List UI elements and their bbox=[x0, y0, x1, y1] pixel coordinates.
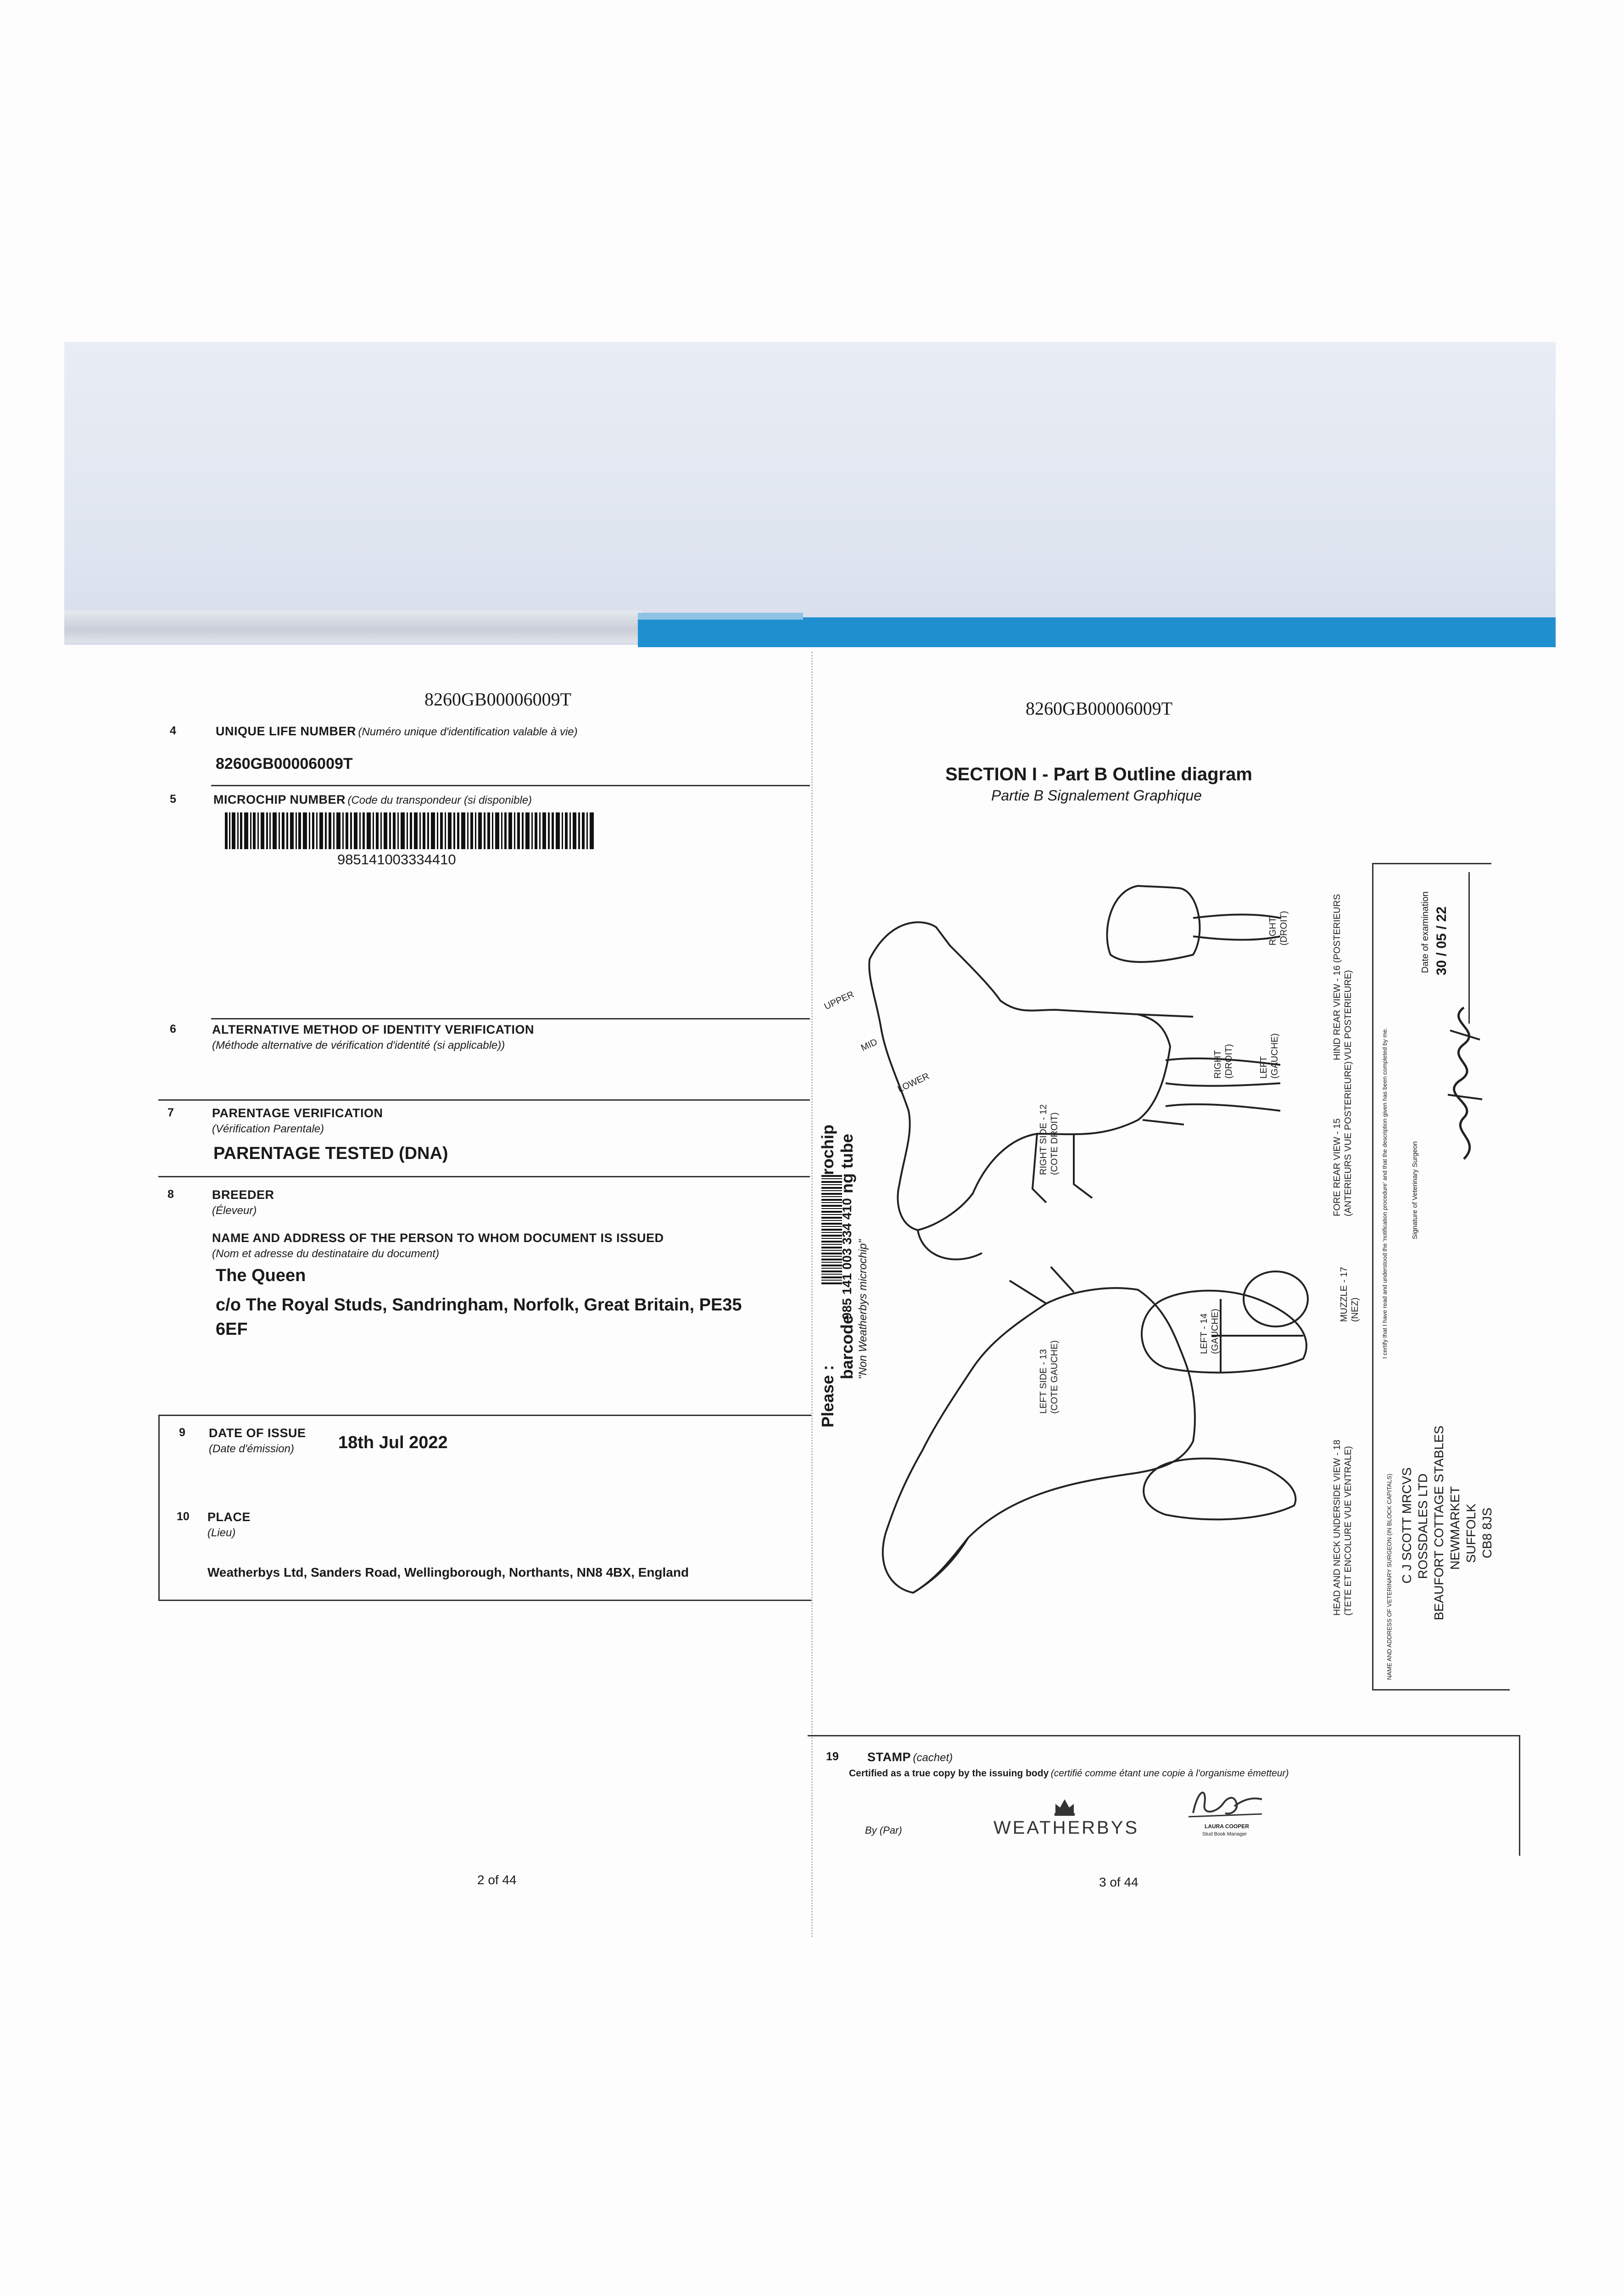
sticker-number: 985 141 003 334 410 bbox=[840, 1198, 854, 1320]
parentage-value: PARENTAGE TESTED (DNA) bbox=[213, 1144, 448, 1163]
vet-box-bottom bbox=[1372, 1689, 1510, 1690]
stamp-label-row bbox=[867, 1750, 953, 1764]
recipient-label-fr: (Nom et adresse du destinataire du document) bbox=[212, 1248, 439, 1260]
diagram-label-left14: LEFT - 14 bbox=[1199, 1313, 1209, 1354]
issue-date-label: DATE OF ISSUE bbox=[209, 1426, 306, 1440]
vet-address-line5: CB8 8JS bbox=[1480, 1507, 1494, 1558]
diagram-label-lower: LOWER bbox=[896, 1071, 931, 1095]
diagram-label-hind-rear: HIND REAR VIEW - 16 (POSTERIEURS bbox=[1332, 894, 1342, 1060]
field19-number: 19 bbox=[826, 1750, 839, 1763]
field7-rule bbox=[158, 1176, 810, 1177]
vet-address-line3: NEWMARKET bbox=[1448, 1486, 1462, 1570]
diagram-label-fore-rear-fr: (ANTERIEURS VUE POSTERIEURE) bbox=[1343, 1061, 1353, 1216]
horse-outline-diagram bbox=[817, 863, 1381, 1620]
issue-date-label-fr: (Date d'émission) bbox=[209, 1443, 294, 1455]
diagram-label-right-side-fr: (COTE DROIT) bbox=[1049, 1112, 1060, 1175]
field7-label: PARENTAGE VERIFICATION bbox=[212, 1106, 383, 1120]
issue-date-value: 18th Jul 2022 bbox=[338, 1433, 448, 1452]
vet-signature bbox=[1436, 1003, 1491, 1168]
field5-label: MICROCHIP NUMBER bbox=[213, 793, 346, 806]
recipient-address-line2: 6EF bbox=[216, 1320, 248, 1339]
right-header-id: 8260GB00006009T bbox=[1026, 698, 1172, 719]
issuer-signer-name: LAURA COOPER bbox=[1205, 1823, 1249, 1830]
field4-number: 4 bbox=[170, 724, 176, 737]
diagram-label-right-droit: RIGHT bbox=[1213, 1050, 1223, 1079]
field7-number: 7 bbox=[167, 1106, 174, 1119]
field9-number: 9 bbox=[179, 1426, 185, 1439]
diagram-label-right-top-fr: (DROIT) bbox=[1279, 911, 1289, 946]
right-page-number: 3 of 44 bbox=[1099, 1875, 1138, 1889]
field5-label-row bbox=[213, 793, 532, 807]
vet-date-box bbox=[1468, 872, 1470, 1024]
diagram-label-mid: MID bbox=[859, 1037, 879, 1053]
issuer-signer-role: Stud Book Manager bbox=[1202, 1831, 1247, 1837]
stamp-label-fr: (cachet) bbox=[913, 1752, 953, 1764]
field6-label: ALTERNATIVE METHOD OF IDENTITY VERIFICATION bbox=[212, 1023, 534, 1036]
sticker-text-please: Please : bbox=[818, 1365, 837, 1427]
field4-label-fr: (Numéro unique d'identification valable à vie) bbox=[358, 726, 578, 738]
vet-signature-label: Signature of Veterinary Surgeon bbox=[1411, 1141, 1419, 1239]
left-page-number: 2 of 44 bbox=[477, 1873, 517, 1887]
vet-name: C J SCOTT MRCVS bbox=[1400, 1467, 1414, 1584]
recipient-address-line1: c/o The Royal Studs, Sandringham, Norfolk, Great Britain, PE35 bbox=[216, 1295, 742, 1315]
diagram-label-left-gauche: LEFT bbox=[1259, 1056, 1269, 1079]
diagram-label-head-neck-fr: (TETE ET ENCOLURE VUE VENTRALE) bbox=[1343, 1446, 1353, 1616]
sticker-text-barcode: barcode bbox=[837, 1315, 856, 1379]
microchip-barcode bbox=[225, 812, 597, 849]
vet-name-label: NAME AND ADDRESS OF VETERINARY SURGEON (IN BLOCK CAPITALS) bbox=[1386, 1473, 1393, 1680]
weatherbys-crest-icon bbox=[1051, 1795, 1078, 1818]
recipient-name: The Queen bbox=[216, 1266, 306, 1285]
diagram-label-hind-rear-fr: VUE POSTERIEURE) bbox=[1343, 970, 1353, 1060]
sticker-note: "Non Weatherbys microchip" bbox=[857, 1239, 869, 1379]
diagram-label-left-gauche-fr: (GAUCHE) bbox=[1270, 1033, 1280, 1079]
field4-rule bbox=[211, 785, 810, 786]
place-label: PLACE bbox=[207, 1510, 251, 1524]
diagram-label-head-neck: HEAD AND NECK UNDERSIDE VIEW - 18 bbox=[1332, 1439, 1342, 1616]
diagram-label-left-side-fr: (COTE GAUCHE) bbox=[1049, 1340, 1060, 1414]
diagram-label-muzzle-fr: (NEZ) bbox=[1350, 1297, 1360, 1322]
certified-row bbox=[849, 1768, 1289, 1779]
breeder-label-fr: (Éleveur) bbox=[212, 1204, 257, 1217]
vet-address-line2: BEAUFORT COTTAGE STABLES bbox=[1432, 1425, 1446, 1620]
recipient-label: NAME AND ADDRESS OF THE PERSON TO WHOM DOCUMENT IS ISSUED bbox=[212, 1231, 664, 1245]
field8-number: 8 bbox=[167, 1188, 174, 1201]
left-header-id: 8260GB00006009T bbox=[424, 689, 571, 710]
field7-label-fr: (Vérification Parentale) bbox=[212, 1123, 324, 1135]
vet-address-line1: ROSSDALES LTD bbox=[1416, 1473, 1430, 1579]
vet-box-rule bbox=[1372, 863, 1373, 1689]
field10-number: 10 bbox=[177, 1510, 190, 1523]
scan-background-strip bbox=[64, 342, 1556, 645]
place-label-fr: (Lieu) bbox=[207, 1527, 236, 1539]
field4-label-row bbox=[216, 724, 578, 739]
field4-label: UNIQUE LIFE NUMBER bbox=[216, 724, 356, 738]
vet-box-top bbox=[1372, 863, 1491, 864]
stamp-label: STAMP bbox=[867, 1750, 911, 1764]
scan-grey-band bbox=[64, 610, 642, 643]
section-title: SECTION I - Part B Outline diagram bbox=[945, 764, 1252, 784]
diagram-label-right-side: RIGHT SIDE - 12 bbox=[1038, 1104, 1049, 1175]
issuer-signature bbox=[1184, 1781, 1267, 1822]
vet-certification-text: I certify that I have read and understood the 'notification procedure' and that the description given has been completed by me. bbox=[1381, 1027, 1388, 1359]
microchip-number: 985141003334410 bbox=[337, 851, 456, 868]
field6-number: 6 bbox=[170, 1023, 176, 1036]
diagram-label-muzzle: MUZZLE - 17 bbox=[1339, 1266, 1349, 1322]
diagram-label-right-droit-fr: (DROIT) bbox=[1224, 1044, 1234, 1079]
scan-blue-highlight bbox=[638, 613, 803, 620]
field5-rule bbox=[211, 1018, 810, 1019]
field4-value: 8260GB00006009T bbox=[216, 755, 353, 772]
certified-text: Certified as a true copy by the issuing body bbox=[849, 1768, 1049, 1779]
section-subtitle: Partie B Signalement Graphique bbox=[991, 787, 1202, 804]
field6-rule bbox=[158, 1099, 810, 1101]
exam-date-label: Date of examination bbox=[1420, 891, 1430, 973]
scan-blue-band bbox=[638, 617, 1556, 647]
vet-address-line4: SUFFOLK bbox=[1464, 1503, 1478, 1563]
certified-text-fr: (certifié comme étant une copie à l'organisme émetteur) bbox=[1050, 1768, 1289, 1779]
diagram-label-left14-fr: (GAUCHE) bbox=[1210, 1309, 1220, 1354]
sticker-text-ng-tube: ng tube bbox=[837, 1134, 856, 1193]
field5-number: 5 bbox=[170, 793, 176, 806]
diagram-label-upper: UPPER bbox=[822, 989, 856, 1012]
diagram-label-left-side: LEFT SIDE - 13 bbox=[1038, 1349, 1049, 1414]
stamp-by-label: By (Par) bbox=[865, 1825, 902, 1836]
sticker-text-rochip: rochip bbox=[818, 1124, 837, 1175]
exam-date: 30 / 05 / 22 bbox=[1434, 906, 1449, 975]
issuer-name: WEATHERBYS bbox=[993, 1818, 1139, 1838]
diagram-label-right-top: RIGHT bbox=[1268, 917, 1278, 946]
field6-label-fr: (Méthode alternative de vérification d'identité (si applicable)) bbox=[212, 1039, 505, 1052]
breeder-label: BREEDER bbox=[212, 1188, 274, 1202]
diagram-label-fore-rear: FORE REAR VIEW - 15 bbox=[1332, 1118, 1342, 1216]
place-value: Weatherbys Ltd, Sanders Road, Wellingborough, Northants, NN8 4BX, England bbox=[207, 1565, 689, 1579]
field5-label-fr: (Code du transpondeur (si disponible) bbox=[347, 794, 532, 806]
